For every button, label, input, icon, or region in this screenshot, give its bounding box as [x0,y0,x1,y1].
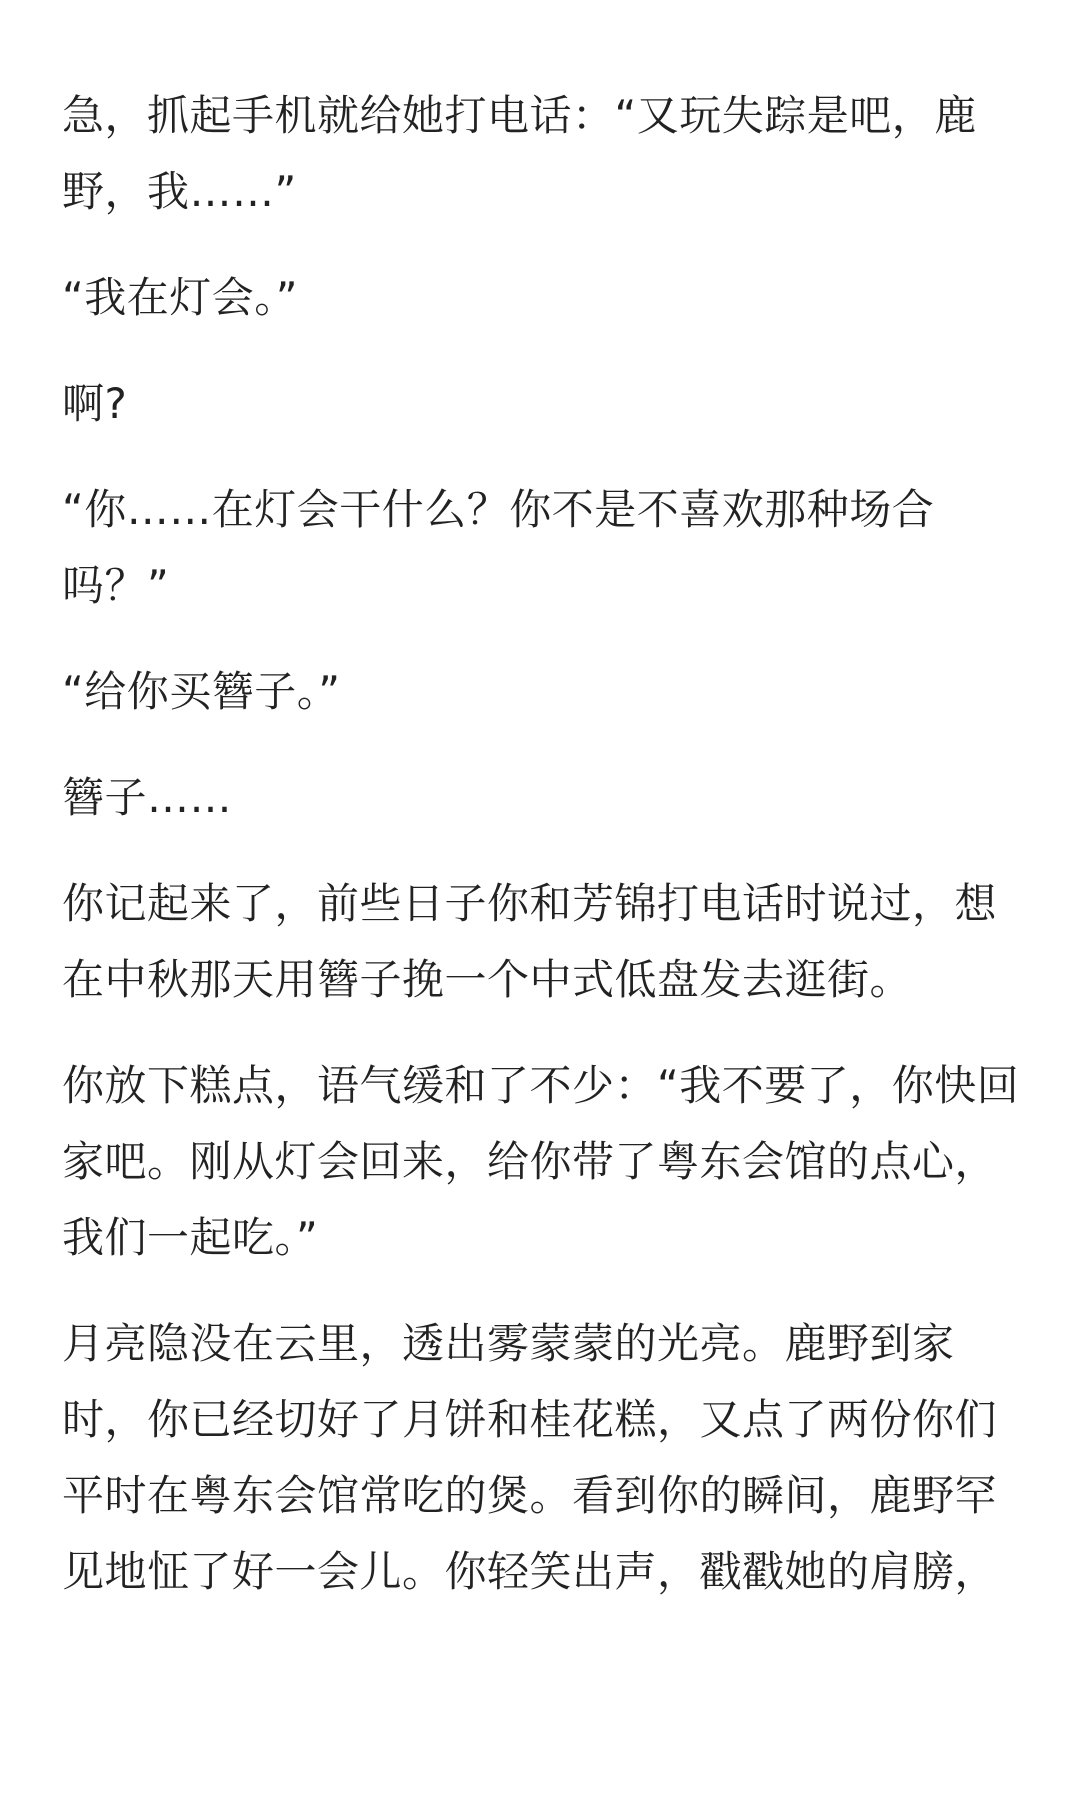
paragraph-2: “我在灯会。” [62,273,299,322]
paragraph-8: 你放下糕点，语气缓和了不少：“我不要了，你快回家吧。刚从灯会回来，给你带了粤东会馆的点心，我们一起吃。” [62,1061,1020,1262]
paragraph-1: 急，抓起手机就给她打电话：“又玩失踪是吧，鹿野，我……” [62,91,977,216]
paragraph-3: 啊? [62,379,128,428]
article-body [62,78,1022,1640]
paragraph-4: “你……在灯会干什么？你不是不喜欢那种场合吗？” [62,485,935,610]
paragraph-6: 簪子…… [62,773,233,822]
paragraph-9: 月亮隐没在云里，透出雾蒙蒙的光亮。鹿野到家时，你已经切好了月饼和桂花糕，又点了两份你们平时在粤东会馆常吃的煲。看到你的瞬间，鹿野罕见地怔了好一会儿。你轻笑出声，戳戳她的肩膀， [62,1319,998,1596]
paragraph-7: 你记起来了，前些日子你和芳锦打电话时说过，想在中秋那天用簪子挽一个中式低盘发去逛街。 [62,879,998,1004]
paragraph-5: “给你买簪子。” [62,667,341,716]
